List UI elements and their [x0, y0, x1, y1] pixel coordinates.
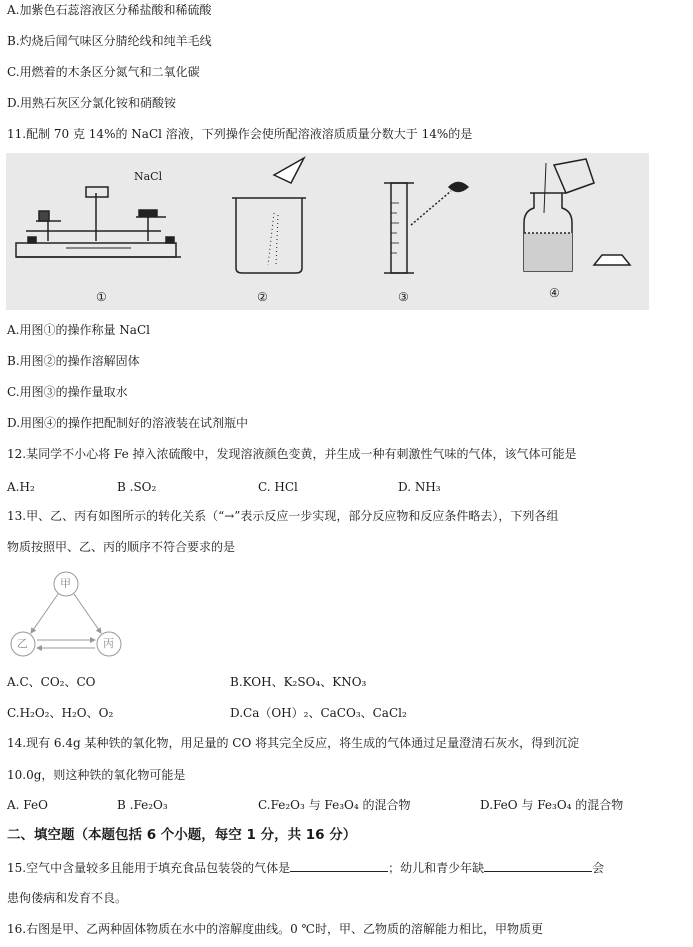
diagram-node-right: 丙 [103, 637, 114, 650]
q12-option-c: C. HCl [258, 480, 298, 494]
diagram-node-top: 甲 [60, 577, 71, 590]
q14-stem-line1: 14.现有 6.4g 某种铁的氧化物，用足量的 CO 将其完全反应，将生成的气体通过足量澄清石灰水，得到沉淀 [7, 736, 580, 750]
q14-option-b: B .Fe₂O₃ [117, 798, 168, 812]
q10-option-d: D.用熟石灰区分氯化铵和硝酸铵 [7, 96, 177, 110]
q15-text-1: 15.空气中含量较多且能用于填充食品包装袋的气体是 [7, 861, 291, 875]
q12-option-d: D. NH₃ [398, 480, 441, 494]
q10-option-c: C.用燃着的木条区分氮气和二氧化碳 [7, 65, 200, 79]
q15-line2: 患佝偻病和发育不良。 [7, 891, 128, 905]
q14-stem-line2: 10.0g，则这种铁的氧化物可能是 [7, 768, 186, 782]
q12-stem: 12.某同学不小心将 Fe 掉入浓硫酸中，发现溶液颜色变黄，并生成一种有刺激性气味的气体，该气体可能是 [7, 447, 577, 461]
q12-option-a: A.H₂ [7, 480, 35, 494]
q14-option-a: A. FeO [7, 798, 48, 812]
beaker-icon [232, 158, 306, 273]
nacl-label: NaCl [134, 170, 163, 183]
figure-label-4: ④ [549, 286, 560, 300]
q13-transformation-diagram [6, 566, 126, 661]
q14-option-c: C.Fe₂O₃ 与 Fe₃O₄ 的混合物 [258, 798, 411, 812]
q11-figure [6, 153, 649, 310]
figure-label-2: ② [257, 290, 268, 304]
q13-option-c: C.H₂O₂、H₂O、O₂ [7, 706, 114, 720]
q11-option-a: A.用图①的操作称量 NaCl [7, 323, 150, 337]
figure-label-1: ① [96, 290, 107, 304]
q13-option-b: B.KOH、K₂SO₄、KNO₃ [230, 675, 367, 689]
q13-stem-line2: 物质按照甲、乙、丙的顺序不符合要求的是 [7, 540, 236, 554]
q13-option-a: A.C、CO₂、CO [7, 675, 96, 689]
q16-line1: 16.右图是甲、乙两种固体物质在水中的溶解度曲线。0 ℃时，甲、乙物质的溶解能力相比，甲物质更 [7, 922, 543, 936]
graduated-cylinder-icon [384, 183, 468, 274]
q11-option-c: C.用图③的操作量取水 [7, 385, 128, 399]
figure-label-3: ③ [398, 290, 409, 304]
q13-stem-line1: 13.甲、乙、丙有如图所示的转化关系（“→”表示反应一步实现，部分反应物和反应条件略去），下列各组 [7, 509, 559, 523]
balance-icon [16, 187, 181, 257]
q10-option-a: A.加紫色石蕊溶液区分稀盐酸和稀硫酸 [7, 3, 212, 17]
q15-text-2: ；幼儿和青少年缺 [388, 861, 485, 875]
q15-text-3: 会 [592, 861, 605, 875]
q15-blank-2[interactable] [484, 859, 592, 872]
q10-option-b: B.灼烧后闻气味区分腈纶线和纯羊毛线 [7, 34, 212, 48]
section-2-title: 二、填空题（本题包括 6 个小题，每空 1 分，共 16 分） [7, 827, 357, 843]
q14-option-d: D.FeO 与 Fe₃O₄ 的混合物 [480, 798, 624, 812]
q12-option-b: B .SO₂ [117, 480, 157, 494]
q11-option-d: D.用图④的操作把配制好的溶液装在试剂瓶中 [7, 416, 249, 430]
reagent-bottle-icon [524, 159, 630, 271]
q15-line1 [7, 859, 604, 876]
q11-option-b: B.用图②的操作溶解固体 [7, 354, 140, 368]
q11-stem: 11.配制 70 克 14%的 NaCl 溶液，下列操作会使所配溶液溶质质量分数大于 14%的是 [7, 127, 473, 141]
q13-option-d: D.Ca（OH）₂、CaCO₃、CaCl₂ [230, 706, 407, 720]
diagram-node-left: 乙 [17, 637, 28, 650]
q15-blank-1[interactable] [290, 859, 388, 872]
